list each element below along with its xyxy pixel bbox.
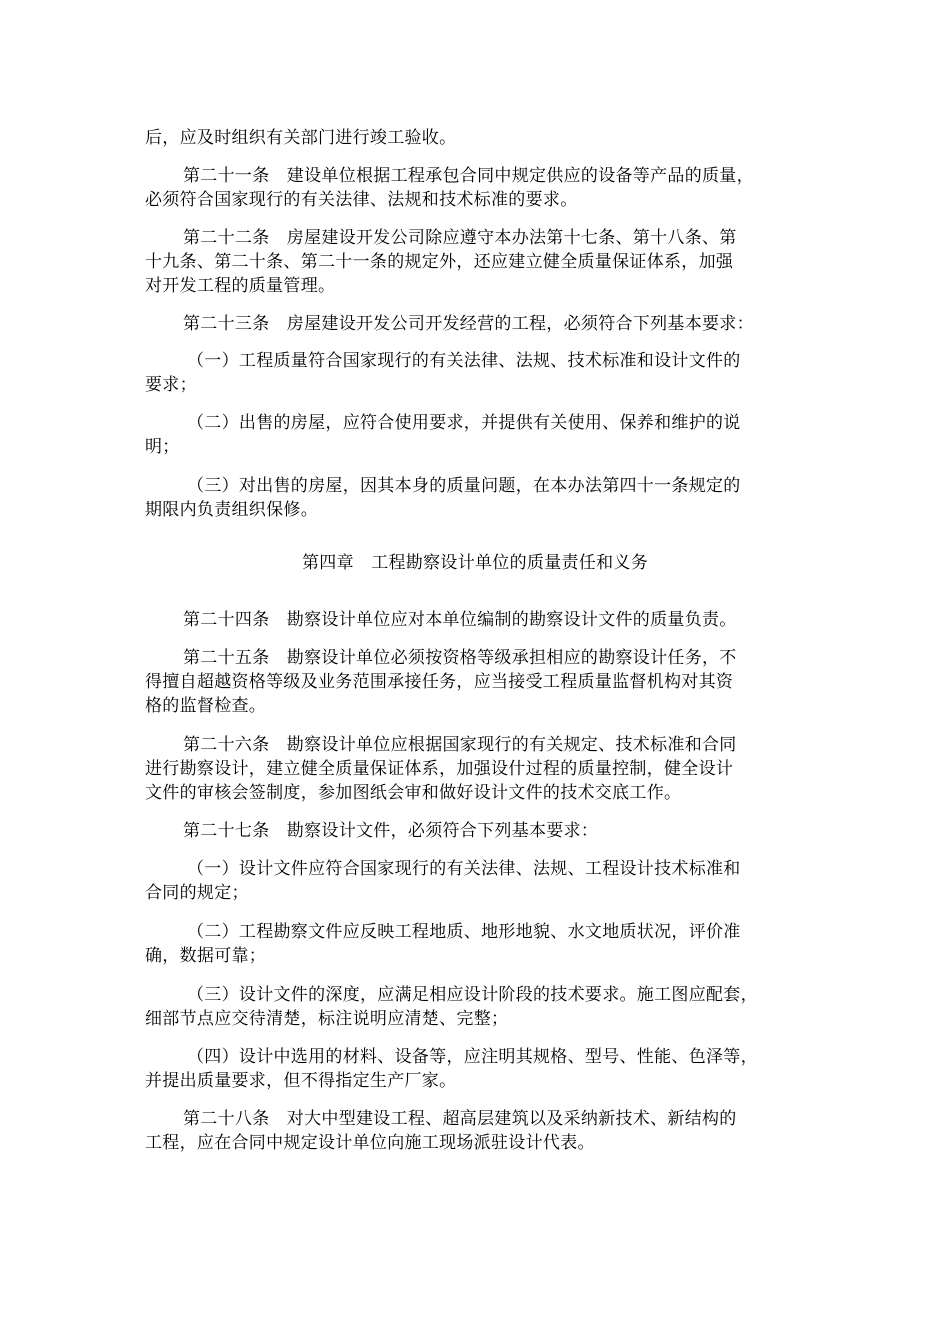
article-23-item-3 <box>145 474 807 522</box>
text-line: 第二十五条 勘察设计单位必须按资格等级承担相应的勘察设计任务，不 <box>183 648 737 668</box>
text-line: 期限内负责组织保修。 <box>145 500 318 520</box>
text-line: （三）设计文件的深度，应满足相应设计阶段的技术要求。施工图应配套， <box>187 985 758 1005</box>
text-line: 文件的审核会签制度，参加图纸会审和做好设计文件的技术交底工作。 <box>145 783 682 803</box>
article-26 <box>145 733 807 805</box>
text-line: 第二十八条 对大中型建设工程、超高层建筑以及采纳新技术、新结构的 <box>183 1109 737 1129</box>
text-line: （三）对出售的房屋，因其本身的质量问题，在本办法第四十一条规定的 <box>187 476 741 496</box>
text-line: （二）工程勘察文件应反映工程地质、地形地貌、水文地质状况，评价准 <box>187 922 741 942</box>
article-22 <box>145 226 807 298</box>
text-line: 格的监督检查。 <box>145 696 267 716</box>
text-line: （一）设计文件应符合国家现行的有关法律、法规、工程设计技术标准和 <box>187 859 741 879</box>
text-line: （二）出售的房屋，应符合使用要求，并提供有关使用、保养和维护的说 <box>187 413 741 433</box>
text-line: 并提出质量要求，但不得指定生产厂家。 <box>145 1071 457 1091</box>
article-27-item-4 <box>145 1045 807 1093</box>
text-line: 工程，应在合同中规定设计单位向施工现场派驻设计代表。 <box>145 1133 595 1153</box>
text-line: 合同的规定； <box>145 883 249 903</box>
text-line: 第二十二条 房屋建设开发公司除应遵守本办法第十七条、第十八条、第 <box>183 228 737 248</box>
article-27-item-1 <box>145 857 807 905</box>
text-line: 对开发工程的质量管理。 <box>145 276 336 296</box>
text-line: 细部节点应交待清楚，标注说明应清楚、完整； <box>145 1009 509 1029</box>
text-line: 第二十三条 房屋建设开发公司开发经营的工程，必须符合下列基本要求： <box>183 314 754 334</box>
text-line: 后，应及时组织有关部门进行竣工验收。 <box>145 128 457 148</box>
text-line: 必须符合国家现行的有关法律、法规和技术标准的要求。 <box>145 190 578 210</box>
article-21 <box>145 164 807 212</box>
text-line: 第二十六条 勘察设计单位应根据国家现行的有关规定、技术标准和合同 <box>183 735 737 755</box>
article-27 <box>145 819 807 843</box>
text-line: （四）设计中选用的材料、设备等，应注明其规格、型号、性能、色泽等， <box>187 1047 758 1067</box>
chapter-heading: 第四章 工程勘察设计单位的质量责任和义务 <box>302 553 648 573</box>
text-line: 确，数据可靠； <box>145 946 267 966</box>
article-23-item-1 <box>145 349 807 397</box>
paragraph <box>145 126 807 150</box>
article-23-item-2 <box>145 411 807 459</box>
article-25 <box>145 646 807 718</box>
text-line: 进行勘察设计，建立健全质量保证体系，加强设什过程的质量控制，健全设计 <box>145 759 734 779</box>
article-24 <box>145 608 807 632</box>
text-line: 得擅自超越资格等级及业务范围承接任务，应当接受工程质量监督机构对其资 <box>145 672 734 692</box>
text-line: 要求； <box>145 375 197 395</box>
text-line: （一）工程质量符合国家现行的有关法律、法规、技术标准和设计文件的 <box>187 351 741 371</box>
text-line: 明； <box>145 437 180 457</box>
text-line: 第二十四条 勘察设计单位应对本单位编制的勘察设计文件的质量负责。 <box>183 610 737 630</box>
text-line: 十九条、第二十条、第二十一条的规定外，还应建立健全质量保证体系，加强 <box>145 252 734 272</box>
article-27-item-3 <box>145 983 807 1031</box>
article-28 <box>145 1107 807 1155</box>
article-27-item-2 <box>145 920 807 968</box>
text-line: 第二十一条 建设单位根据工程承包合同中规定供应的设备等产品的质量， <box>183 166 754 186</box>
article-23 <box>145 312 807 336</box>
text-line: 第二十七条 勘察设计文件，必须符合下列基本要求： <box>183 821 599 841</box>
